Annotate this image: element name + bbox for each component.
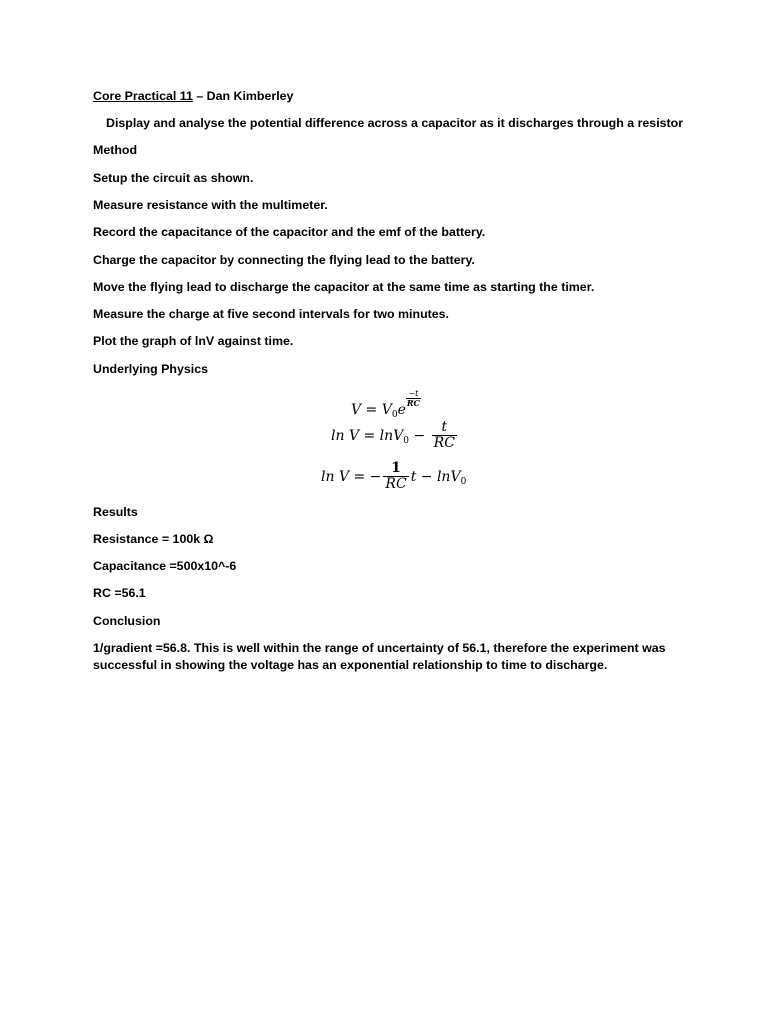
eq2-frac-num: t	[432, 420, 457, 436]
physics-heading: Underlying Physics	[93, 362, 208, 376]
eq1-exponent	[406, 390, 421, 407]
eq1-lhs: V = V	[351, 402, 392, 418]
equation-2	[331, 420, 459, 452]
eq2-op: −	[409, 427, 430, 444]
result-resistance: Resistance = 100k Ω	[93, 532, 214, 546]
conclusion-text: 1/gradient =56.8. This is well within the range of uncertainty of 56.1, therefore the experiment was successful in showing the voltage has an exponential relationship to time to discharge.	[93, 641, 666, 672]
eq3-fraction	[383, 461, 408, 493]
eq1-sub: 0	[391, 410, 398, 420]
eq1-exp-den: RC	[406, 398, 420, 408]
eq1-base: e	[397, 402, 406, 418]
eq3-frac-den: RC	[385, 476, 407, 493]
method-step: Charge the capacitor by connecting the flying lead to the battery.	[93, 253, 475, 267]
results-heading: Results	[93, 505, 138, 519]
eq3-frac-num: 1	[383, 461, 408, 477]
eq2-sub: 0	[403, 435, 410, 446]
method-step: Setup the circuit as shown.	[93, 171, 254, 185]
equation-1	[351, 390, 421, 420]
equation-3	[321, 461, 466, 493]
eq1-exp-num: −t	[406, 390, 421, 399]
page-title	[93, 88, 293, 104]
eq3-rest: t − lnV	[410, 468, 461, 485]
method-step: Record the capacitance of the capacitor and the emf of the battery.	[93, 225, 486, 239]
conclusion-heading: Conclusion	[93, 614, 161, 628]
method-heading: Method	[93, 143, 138, 157]
result-rc: RC =56.1	[93, 586, 146, 600]
method-step: Move the flying lead to discharge the capacitor at the same time as starting the timer.	[93, 280, 595, 294]
result-capacitance: Capacitance =500x10^-6	[93, 559, 237, 573]
aim-text: Display and analyse the potential difference across a capacitor as it discharges through a resistor	[106, 116, 684, 130]
title-author: – Dan Kimberley	[192, 89, 294, 103]
method-step: Measure the charge at five second intervals for two minutes.	[93, 307, 449, 321]
title-underlined: Core Practical 11	[93, 89, 193, 103]
eq2-lhs: ln V = lnV	[331, 427, 404, 444]
method-step: Plot the graph of lnV against time.	[93, 334, 294, 348]
eq3-sub: 0	[460, 476, 467, 487]
method-step: Measure resistance with the multimeter.	[93, 198, 328, 212]
eq3-lhs: ln V = −	[321, 468, 382, 485]
eq2-fraction	[432, 420, 457, 452]
eq2-frac-den: RC	[433, 435, 455, 452]
